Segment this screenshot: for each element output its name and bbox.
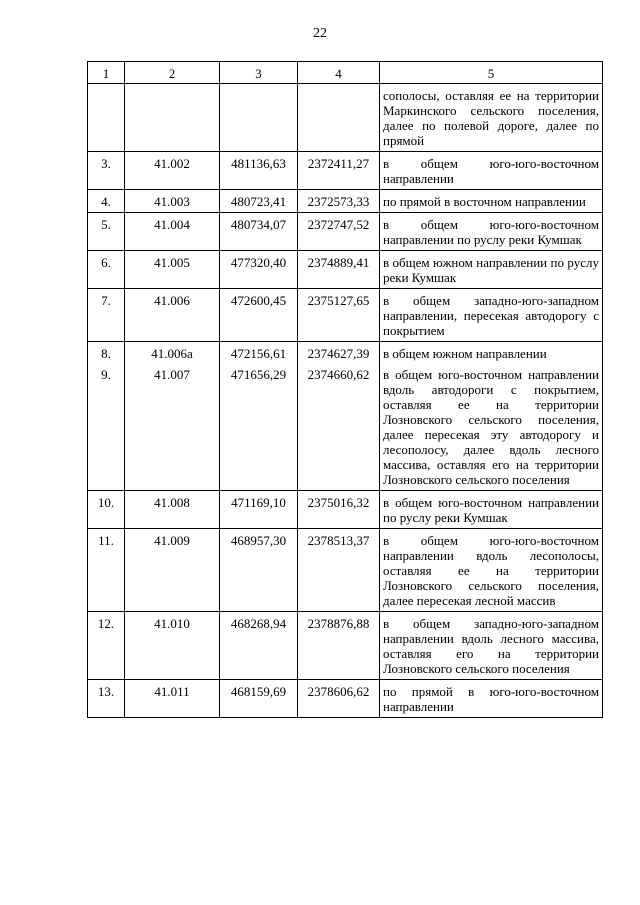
- table-row-continuation: [88, 84, 603, 152]
- description-cell: в общем юго-восточном направлении по руслу реки Кумшак: [380, 491, 603, 529]
- point-id-cell: 41.007: [125, 367, 220, 491]
- header-col-3: 3: [220, 62, 298, 84]
- row-number-cell: 8.: [88, 342, 125, 368]
- row-number-cell: 12.: [88, 612, 125, 680]
- table-row: [88, 367, 603, 491]
- header-col-1: 1: [88, 62, 125, 84]
- description-cell: в общем юго-восточном направлении вдоль автодороги с покрытием, оставляя ее на территории Лозновского сельского поселения, далее пересекая эту автодорогу и лесополосу, далее вдоль лесного массива, оставляя его на территории Лозновского сельского поселения: [380, 367, 603, 491]
- row-number-cell: 6.: [88, 251, 125, 289]
- point-id-cell: 41.008: [125, 491, 220, 529]
- x-coordinate-cell: 472156,61: [220, 342, 298, 368]
- row-number-cell: 10.: [88, 491, 125, 529]
- description-cell: в общем западно-юго-западном направлении вдоль лесного массива, оставляя его на территории Лозновского сельского поселения: [380, 612, 603, 680]
- header-col-5: 5: [380, 62, 603, 84]
- row-number-cell: 11.: [88, 529, 125, 612]
- description-cell: в общем юго-юго-восточном направлении вдоль лесополосы, оставляя ее на территории Лозновского сельского поселения, далее пересекая лесной массив: [380, 529, 603, 612]
- table-row: [88, 213, 603, 251]
- y-coordinate-cell: 2378876,88: [298, 612, 380, 680]
- x-coordinate-cell: 480723,41: [220, 190, 298, 213]
- row-number-cell: 9.: [88, 367, 125, 491]
- x-coordinate-cell: 471169,10: [220, 491, 298, 529]
- description-cell: в общем юго-юго-восточном направлении: [380, 152, 603, 190]
- table-row: [88, 289, 603, 342]
- x-coordinate-cell: 471656,29: [220, 367, 298, 491]
- table-row: [88, 491, 603, 529]
- table-row: [88, 251, 603, 289]
- description-cell: в общем южном направлении по руслу реки Кумшак: [380, 251, 603, 289]
- header-col-2: 2: [125, 62, 220, 84]
- description-cell: по прямой в восточном направлении: [380, 190, 603, 213]
- table-row: [88, 529, 603, 612]
- x-coordinate-cell: 481136,63: [220, 152, 298, 190]
- row-number-cell: 13.: [88, 680, 125, 718]
- description-cell: сополосы, оставляя ее на территории Маркинского сельского поселения, далее по полевой дороге, далее по прямой: [380, 84, 603, 152]
- page-number: 22: [313, 26, 327, 41]
- point-id-cell: 41.006: [125, 289, 220, 342]
- row-number-cell: 7.: [88, 289, 125, 342]
- y-coordinate-cell: 2378513,37: [298, 529, 380, 612]
- row-number-cell: 5.: [88, 213, 125, 251]
- point-id-cell: 41.009: [125, 529, 220, 612]
- y-coordinate-cell: 2372573,33: [298, 190, 380, 213]
- x-coordinate-cell: 477320,40: [220, 251, 298, 289]
- table-row: [88, 152, 603, 190]
- point-id-cell: 41.002: [125, 152, 220, 190]
- x-coordinate-cell: 472600,45: [220, 289, 298, 342]
- row-number-cell: 4.: [88, 190, 125, 213]
- table-header-row: [88, 62, 603, 84]
- y-coordinate-cell: 2375127,65: [298, 289, 380, 342]
- y-coordinate-cell: 2372411,27: [298, 152, 380, 190]
- table-row: [88, 342, 603, 368]
- description-cell: в общем южном направлении: [380, 342, 603, 368]
- point-id-cell: 41.011: [125, 680, 220, 718]
- point-id-cell: 41.004: [125, 213, 220, 251]
- point-id-cell: 41.010: [125, 612, 220, 680]
- x-coordinate-cell: 468957,30: [220, 529, 298, 612]
- x-coordinate-cell: 480734,07: [220, 213, 298, 251]
- y-coordinate-cell: 2374889,41: [298, 251, 380, 289]
- point-id-cell: 41.005: [125, 251, 220, 289]
- y-coordinate-cell: 2378606,62: [298, 680, 380, 718]
- y-coordinate-cell: 2372747,52: [298, 213, 380, 251]
- y-coordinate-cell: 2374660,62: [298, 367, 380, 491]
- y-coordinate-cell: 2375016,32: [298, 491, 380, 529]
- table-row: [88, 190, 603, 213]
- table-row: [88, 680, 603, 718]
- point-id-cell: 41.006а: [125, 342, 220, 368]
- description-cell: по прямой в юго-юго-восточном направлении: [380, 680, 603, 718]
- x-coordinate-cell: 468268,94: [220, 612, 298, 680]
- table-row: [88, 612, 603, 680]
- boundary-points-table: [87, 61, 603, 718]
- y-coordinate-cell: 2374627,39: [298, 342, 380, 368]
- row-number-cell: 3.: [88, 152, 125, 190]
- header-col-4: 4: [298, 62, 380, 84]
- x-coordinate-cell: 468159,69: [220, 680, 298, 718]
- description-cell: в общем западно-юго-западном направлении, пересекая автодорогу с покрытием: [380, 289, 603, 342]
- point-id-cell: 41.003: [125, 190, 220, 213]
- description-cell: в общем юго-юго-восточном направлении по руслу реки Кумшак: [380, 213, 603, 251]
